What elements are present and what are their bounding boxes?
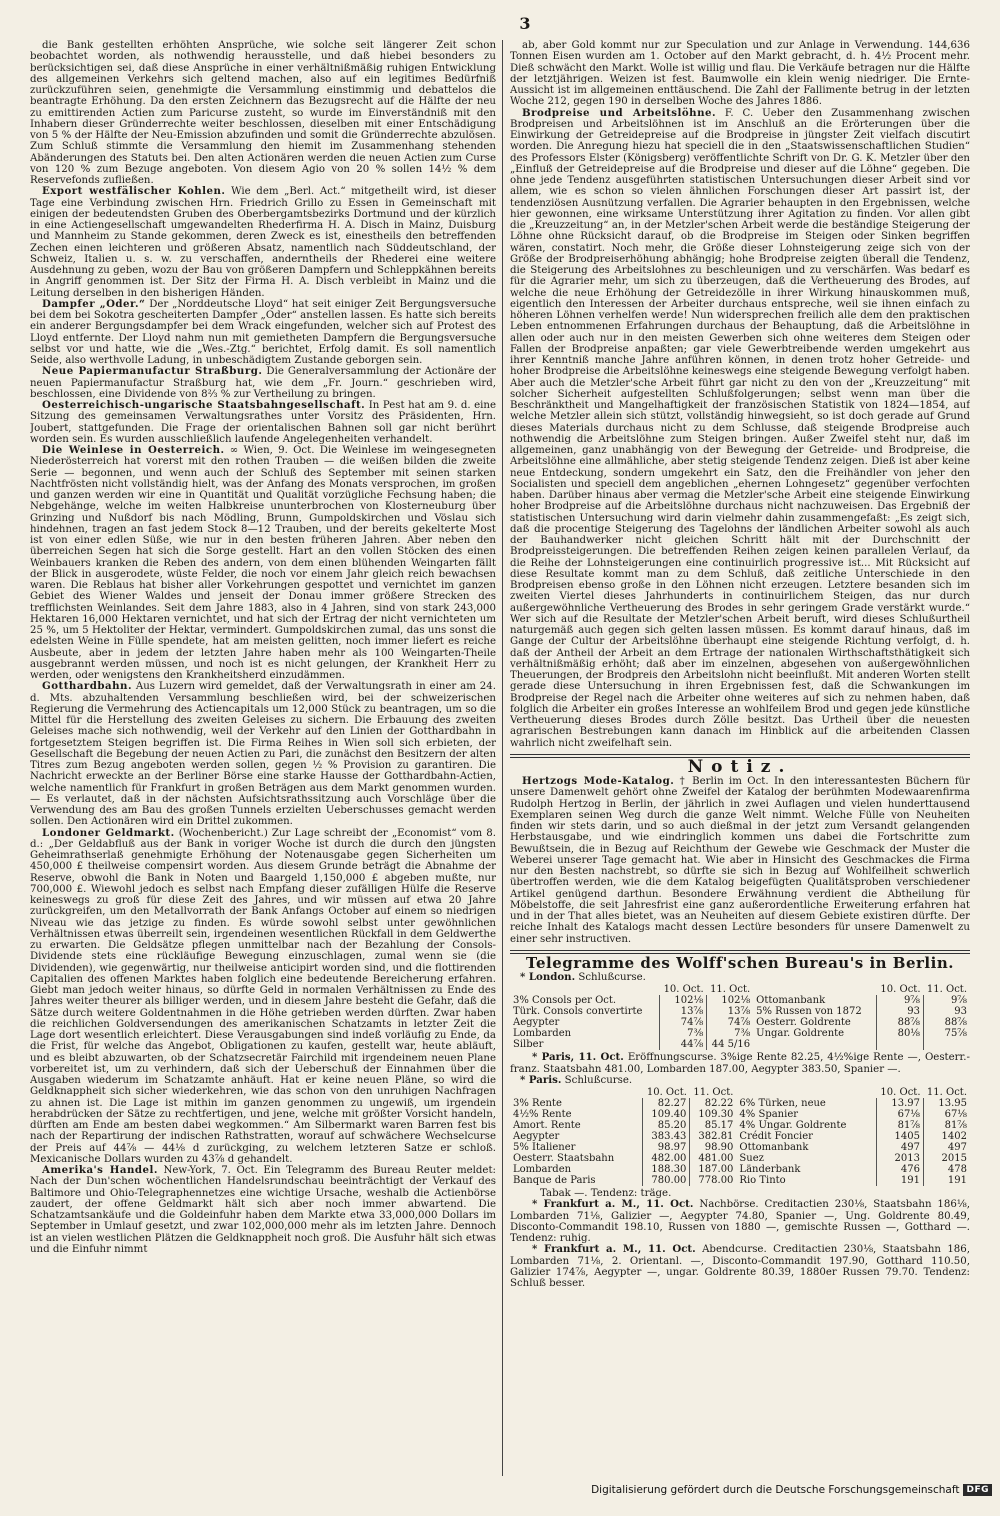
article: [30, 400, 496, 445]
quote-row: [510, 1175, 970, 1186]
quote-name: Lombarden: [513, 1164, 572, 1175]
article-title: Neue Papiermanufactur Straßburg.: [42, 365, 263, 378]
article-title: Gotthardbahn.: [42, 680, 132, 693]
notiz-title: Hertzogs Mode-Katalog.: [522, 775, 675, 787]
paris-quote-table: [510, 1087, 970, 1186]
quote-value: [924, 1039, 971, 1050]
text-block: [30, 40, 496, 186]
quote-row: [510, 1039, 970, 1050]
quote-value: 67⅛: [924, 1109, 971, 1120]
quote-name: Banque de Paris: [513, 1175, 596, 1186]
quote-name: [753, 1039, 876, 1050]
article-text: die Bank gestellten erhöhten Ansprüche, wie solche seit längerer Zeit schon beobachtet worden, als nothwendig herausstelle, und daß hiebei besonders zu berücksichtigen sei, daß diese Ansprüche in einer verhältnißmäßig ruhigen Entwicklung des allgemeinen Verkehrs sich geltend machen, also auf ein legitimes Bedürfniß zurückzuführen seien, genehmigte die Versammlung einstimmig und debattelos die beantragte Erhöhung. Da den ersten Zeichnern das Bezugsrecht auf die Hälfte der neu zu emittirenden Actien zum Paricurse zusteht, so wurde im Einverständniß mit den Inhabern dieser Gründerrechte weiter beschlossen, dieselben mit einer Entschädigung von 5 % der Hälfte der Neu-Emission abzufinden und somit die Gründerrechte abzulösen. Zum Schluß stimmte die Versammlung den hiemit im Zusammenhang stehenden Abänderungen des Statuts bei. Den alten Actionären werden die neuen Actien zum Curse von 120 % zum Bezuge angeboten. Von diesem Agio von 20 % sollen 14½ % dem Reservefonds zufließen.: [30, 40, 496, 186]
quote-value: 478: [924, 1164, 971, 1175]
quote-value: 13⅞: [660, 1006, 707, 1017]
quote-value: 93: [924, 1006, 971, 1017]
notiz-heading: Notiz.: [687, 756, 793, 777]
article: [30, 445, 496, 681]
london-quotes: [510, 972, 970, 1050]
quote-value: 102⅛: [707, 995, 754, 1006]
article-text: Aus Luzern wird gemeldet, daß der Verwaltungsrath in einer am 24. d. Mts. abzuhaltenden Versammlung beschließen wird, bei der schweizerischen Regierung die Vermehrung des Actiencapitals um 12,000 Stück zu beantragen, um so die Mittel für die Herstellung des zweiten Geleises zu sichern. Die Erbauung des zweiten Geleises mache sich nothwendig, weil der Verkehr auf den Linien der Gotthardbahn in fortgesetztem Steigen begriffen ist. Die Firma Reihes in Wien soll sich erbieten, der Gesellschaft die Begebung der neuen Actien zu Pari, die zunächst den Besitzern der alten Titres zum Bezug angeboten werden sollen, gegen ½ % Provision zu garantiren. Die Nachricht erweckte an der Berliner Börse eine starke Hausse der Gotthardbahn-Actien, welche namentlich für Frankfurt in großen Beträgen aus dem Markt genommen wurden. — Es verlautet, daß in der nächsten Aufsichtsrathssitzung auch Vorschläge über die Verwendung des am Bau des großen Tunnels erzielten Ueberschusses gemacht werden sollen. Den Actionären wird ein Drittel zukommen.: [30, 681, 496, 828]
quote-value: 74⅞: [660, 1017, 707, 1028]
quote-value: 13⅞: [707, 1006, 754, 1017]
quote-value: 82.27: [643, 1098, 690, 1109]
quote-value: 481.00: [690, 1153, 737, 1164]
quote-value: 44 5/16: [707, 1039, 754, 1050]
quote-value: 9⅞: [877, 995, 924, 1006]
right-column: [510, 40, 970, 1476]
quote-row: [510, 1120, 970, 1131]
quote-value: 7⅜: [707, 1028, 754, 1039]
quote-value: 102⅛: [660, 995, 707, 1006]
quote-name: Rio Tinto: [739, 1175, 786, 1186]
telegrams-title: Telegramme des Wolff'schen Bureau's in Berlin.: [526, 953, 954, 972]
quote-name: 6% Türken, neue: [739, 1098, 826, 1109]
article-text: New-York, 7. Oct. Ein Telegramm des Bureau Reuter meldet: Nach der Dun'schen wöchentlichen Handelsrundschau beeinträchtigt der Verkauf des Baltimore und Ohio-Telegraphennetzes eine wichtige Ursache, weshalb die Actienbörse zaudert, der offene Geldmarkt hält sich aber noch immer abwartend. Die Schatzamtsankäufe und die Goldeinfuhr haben dem Markte etwa 33,000,000 Dollars im September in Umlauf gesetzt, und zwar 102,000,000 mehr als im letzten Jahre. Dennoch ist an vielen westlichen Plätzen die Geldknappheit noch groß. Die Ausfuhr hält sich etwas und die Einfuhr nimmt: [30, 1165, 496, 1255]
quote-row: [510, 1164, 970, 1175]
quote-name: Oesterr. Goldrente: [756, 1017, 851, 1029]
right-column-articles: [510, 40, 970, 749]
quote-header-cell: 10. Oct.: [880, 1087, 921, 1098]
quote-name: 3% Rente: [513, 1098, 562, 1109]
quote-header-cell: [736, 1087, 876, 1098]
quote-row: [510, 995, 970, 1006]
quote-value: 88⅞: [924, 1017, 971, 1028]
quote-row: [510, 1109, 970, 1120]
quote-value: 75⅞: [924, 1028, 971, 1039]
quote-header-cell: [510, 1087, 643, 1098]
article-title: Dampfer „Oder.“: [42, 297, 146, 310]
quote-value: 67⅛: [877, 1109, 924, 1120]
paris-opening: [510, 1052, 970, 1075]
quote-value: 13.97: [877, 1098, 924, 1109]
frankfurt1-text: Nachbörse. Creditactien 230⅛, Staatsbahn 186⅛, Lombarden 71⅛, Galizier —, Aegypter 74.80, Spanier —, Ung. Goldrente 80.49, Disconto-Commandit 198.10, Russen von 1880 —, gemischte Russen —, Gotthard —. Tendenz: ruhig.: [510, 1199, 970, 1244]
paris-opening-label: * Paris, 11. Oct.: [532, 1051, 624, 1064]
article-text: F. C. Ueber den Zusammenhang zwischen Brodpreisen und Arbeitslöhnen ist im Anschluß an die Erörterungen über die Einwirkung der Getreidepreise auf die Brodpreise in jüngster Zeit vielfach discutirt worden. Die Anregung hiezu hat speciell die in den „Staatswissenschaftlichen Studien“ des Professors Elster (Königsberg) veröffentlichte Schrift von Dr. G. K. Metzler über den „Einfluß der Getreidepreise auf die Brodpreise und dieser auf die Löhne“ gegeben. Die ohne jede Tendenz ausgeführten statistischen Untersuchungen dieser Arbeit sind vor allem, wie es schon so vielen ähnlichen Forschungen dieser Art passirt ist, der tendenziösen Ausnützung verfallen. Die Agrarier behaupten in den Ergebnissen, welche hier gewonnen, eine wirksame Unterstützung ihrer Agitation zu finden. Vor allen gibt die „Kreuzzeitung“ an, in der Metzler'schen Arbeit werde die beständige Steigerung der Löhne ohne Rücksicht darauf, ob die Brodpreise im Steigen oder Sinken begriffen wären, constatirt. Noch mehr, die Größe dieser Lohnsteigerung zeige sich von der Größe der Brodpreiserhöhung abhängig; hohe Brodpreise zeigten überall die Tendenz, die Steigerung des Arbeitslohnes zu beschleunigen und zu verschärfen. Was bedarf es für die Agrarier mehr, um sich zu überzeugen, daß die Vertheuerung des Brodes, auf welche die neue Erhöhung der Getreidezölle in ihrer Wirkung hinauskommen muß, eigentlich den Interessen der Arbeiter durchaus entspreche, weil sie ihnen einfach zu höheren Löhnen verhelfen werde! Nun widersprechen freilich alle dem den praktischen Leben entnommenen Erfahrungen durchaus der Behauptung, daß die Arbeitslöhne in allen oder auch nur in den meisten Gewerben sich ohne weiteres dem Steigen oder Fallen der Brodpreise anpaßten; gar viele Gewerbtreibende werden umgekehrt aus ihrer Kenntniß manche Jahre anführen können, in denen trotz hoher Getreide- und hoher Brodpreise die Arbeitslöhne keineswegs eine steigende Bewegung verfolgt haben. Aber auch die Metzler'sche Arbeit führt gar nicht zu den von der „Kreuzzeitung“ mit solcher Sicherheit aufgestellten Schlußfolgerungen; selbst wenn man über die Beschränktheit und Mangelhaftigkeit der französischen Statistik von 1824—1854, auf welche Metzler allein sich stützt, vollständig hinwegsieht, so ist doch gerade auf Grund dieses Materials durchaus nicht zu dem Schlusse, daß steigende Brodpreise auch nothwendig die Arbeitslöhne zum Steigen bringen. Außer Zweifel steht nur, daß im allgemeinen, ganz unabhängig von der Bewegung der Getreide- und Brodpreise, die Arbeitslöhne eine allmähliche, aber stetig steigende Tendenz zeigen. Dieß ist aber keine neue Entdeckung, sondern umgekehrt ein Satz, den die Freihändler von jeher den Socialisten und speciell dem angeblichen „ehernen Lohngesetz“ gegenüber verfochten haben. Darüber hinaus aber vermag die Metzler'sche Arbeit eine steigende Einwirkung hoher Brodpreise auf die Arbeitslöhne durchaus nicht nachzuweisen. Das Ergebniß der statistischen Untersuchung wird darin vielmehr dahin zusammengefaßt: „Es zeigt sich, daß die procentige Steigerung des Tagelohns der ländlichen Arbeiter sowohl als auch der Bauhandwerker nicht gleichen Schritt hält mit der Durchschnitt der Brodpreissteigerungen. Die betreffenden Reihen zeigen keinen parallelen Verlauf, da die Reihe der Lohnsteigerungen eine continuirlich progressive ist... Mit Rücksicht auf diese Resultate kommt man zu dem Schluß, daß zeitliche Unterschiede in den Brodpreisen ebenso große in den Löhnen nicht erzeugen. Letztere besanden sich im zweiten Viertel dieses Jahrhunderts in continuirlichem Steigen, das nur durch außergewöhnliche Vertheuerung des Brodes in sehr geringem Grade verstärkt wurde.“ Wer sich auf die Resultate der Metzler'schen Arbeit beruft, wird dieses Schlußurtheil naturgemäß auch gegen sich gelten lassen müssen. Es kommt darauf hinaus, daß im Gange der Cultur der Arbeitslöhne überhaupt eine steigende Richtung verfolgt, d. h. daß der Antheil der Arbeit an dem Ertrage der nationalen Wirthschaftsthätigkeit sich verhältnißmäßig erhöht; daß aber im einzelnen, abgesehen von außergewöhnlichen Theuerungen, der Brodpreis den Arbeitslohn nicht beeinflußt. Mit anderen Worten stellt gerade diese Untersuchung in ihren Ergebnissen fest, daß die Schwankungen im Brodpreise der Regel nach die Arbeiter ohne weiteres auf sich zu nehmen haben, daß folglich die Arbeiter ein großes Interesse an wohlfeilem Brod und gegen jede künstliche Vertheuerung dieses Brodes durch Zölle besitzt. Das Urtheil über die neuesten agrarischen Bestrebungen kann danach im Hinblick auf die arbeitenden Classen wahrlich nicht zweifelhaft sein.: [510, 107, 970, 749]
frankfurt2-label: * Frankfurt a. M., 11. Oct.: [532, 1243, 696, 1256]
quote-row: [510, 1153, 970, 1164]
article-text: (Wochenbericht.) Zur Lage schreibt der „Economist“ vom 8. d.: „Der Geldabfluß aus der Bank in voriger Woche ist durch die durch den jüngsten Geheimrathserlaß genehmigte Erhöhung der Notenausgabe gegen Sicherheiten um 450,000 £ theilweise compensirt worden. Aus diesem Grunde beträgt die Abnahme der Reserve, obwohl die Bank in Noten und Baargeld 1,150,000 £ abgeben mußte, nur 700,000 £. Wiewohl jedoch es selbst nach Empfang dieser zufälligen Hülfe die Reserve keineswegs zu groß für diese Zeit des Jahres, und wir müssen auf etwa 20 Jahre zurückgreifen, um den Metallvorrath der Bank Anfangs October auf einem so niedrigen Niveau wie das jetzige zu finden. Es würde sowohl selbst unter gewöhnlichen Verhältnissen etwas überreilt sein, irgendeinen wesentlichen Rückfall in dem Geldwerthe zu erwarten. Die Geldsätze pflegen unmittelbar nach der Bezahlung der Consols-Dividende stets eine rückläufige Bewegung einzuschlagen, zumal wenn sie (die Dividenden), wie gegenwärtig, nur theilweise anticipirt worden sind, und die flottirenden Capitalien des offenen Marktes haben folglich eine bedeutende Bereicherung erfahren. Giebt man jedoch weiter hinaus, so dürfte Geld in normalen Verhältnissen zu Ende des Jahres weiter theurer als billiger werden, und in diesem Jahre besteht die Gefahr, daß die Sätze durch weitere Goldentnahmen in die Höhe getrieben werden dürften. Zwar haben die reichlichen Goldversendungen des amerikanischen Schatzamts in letzter Zeit die Lage dort wesentlich erleichtert. Diese Verausgabungen sind indeß vorläufig zu Ende, da die Frist, für welche das Angebot, Obligationen zu kaufen, gestellt war, heute abläuft, und es bleibt abzuwarten, ob der Schatzsecretär Fairchild mit irgendeinem neuen Plane vorbereitet ist, um zu verhindern, daß sich der Ueberschuß der Einnahmen über die Ausgaben wiederum im Schatzamte anhäuft. Hat er keine neuen Pläne, so wird die Geldknappheit sich sicher wiederkehren, wie das schon von den unruhigen Nachfragen zu ahnen ist. Die Lage ist mithin im ganzen genommen zu ungewiß, um irgendein herabdrücken der Sätze zu rechtfertigen, und jene, welche mit größter Vorsicht handeln, dürften am Ende am besten dabei wegkommen.“ Am Silbermarkt waren Barren fest bis nach der Repartirung der indischen Rathstratten, worauf auf schwächere Wechselcurse der Preis auf 44⅞ — 44⅛ d zurückging, zu welchem letzteren Satze er schloß. Mexicanische Dollars wurden zu 43⅞ d gehandelt.: [30, 827, 496, 1165]
article-title: Oesterreichisch-ungarische Staatsbahngesellschaft.: [42, 399, 366, 411]
frankfurt1-label: * Frankfurt a. M., 11. Oct.: [532, 1198, 694, 1211]
paris-opening-text: Eröffnungscurse. 3%ige Rente 82.25, 4½%ige Rente —, Oesterr.-franz. Staatsbahn 481.00, Lombarden 187.00, Aegypter 383.50, Spanier —.: [510, 1052, 970, 1075]
quote-name: Crédit Foncier: [739, 1131, 813, 1142]
quote-value: 780.00: [643, 1175, 690, 1186]
article-text: In Pest hat am 9. d. eine Sitzung des gemeinsamen Verwaltungsrathes unter Vorsitz des Präsidenten, Hrn. Joubert, stattgefunden. Die Frage der orientalischen Bahnen soll gar nicht berührt worden sein. Es wurden ausschließlich laufende Angelegenheiten verhandelt.: [30, 400, 496, 445]
article-title: Londoner Geldmarkt.: [42, 826, 175, 839]
quote-name: 4% Spanier: [739, 1109, 799, 1120]
quote-row: [510, 1098, 970, 1109]
article: [510, 108, 970, 749]
notiz-article: [510, 776, 970, 945]
quote-value: 44⅞: [660, 1039, 707, 1050]
quote-header-cell: 10. Oct.: [880, 984, 921, 996]
article-text: ab, aber Gold kommt nur zur Speculation und zur Anlage in Verwendung. 144,636 Tonnen Eisen wurden am 1. October auf den Markt gebracht, d. h. 4½ Procent mehr. Dieß schwächt den Markt. Wolle ist willig und flau. Die Verkäufe betragen nur die Hälfte der letztjährigen. Weizen ist fest. Baumwolle ein klein wenig niedriger. Die Ernte-Aussicht ist im allgemeinen enttäuschend. Die Zahl der Fallimente betrug in der letzten Woche 212, gegen 190 in derselben Woche des Jahres 1886.: [510, 40, 970, 108]
paris-footer: Tabak —. Tendenz: träge.: [540, 1188, 672, 1199]
article: [30, 299, 496, 367]
quote-value: 1405: [877, 1131, 924, 1142]
quote-name: Aegypter: [513, 1017, 560, 1029]
notiz-text: † Berlin im Oct. In den interessantesten Büchern für unsere Damenwelt gehört ohne Zweifel der Katalog der berühmten Modewaarenfirma Rudolph Hertzog in Berlin, der jährlich in zwei Auflagen und vielen hunderttausend Exemplaren seinen Weg durch die ganze Welt nimmt. Welche Fülle von Neuheiten finden wir stets darin, und so auch dießmal in der jetzt zum Versandt gelangenden Herbstausgabe, und wie eindringlich kommen uns dabei die Fortschritte zum Bewußtsein, die in Bezug auf Reichthum der Gewebe wie Geschmack der Muster die Weberei unserer Tage gemacht hat. Wie aber in Hinsicht des Geschmackes die Firma nur den Besten nachstrebt, so dürfte sie sich in Bezug auf Wohlfeilheit schwerlich übertroffen werden, wie die dem Katalog beigefügten Qualitätsproben verschiedener Artikel genügend darthun. Besondere Erwähnung verdient die Abtheilung für Möbelstoffe, die seit Jahresfrist eine ganz außerordentliche Erweiterung erfahren hat und in der That alles bietet, was an Neuheiten auf diesem Gebiete existiren dürfte. Der reiche Inhalt des Katalogs macht dessen Lectüre besonders für unsere Damenwelt zu einer sehr instructiven.: [510, 776, 970, 945]
quote-name: Türk. Consols convertirte: [513, 1006, 643, 1018]
quote-name: Ungar. Goldrente: [756, 1028, 845, 1040]
article-title: Brodpreise und Arbeitslöhne.: [522, 106, 717, 119]
paris-label: * Paris.: [520, 1073, 562, 1086]
london-quote-table: [510, 984, 970, 1050]
article-text: ∞ Wien, 9. Oct. Die Weinlese im weingesegneten Niederösterreich hat vorerst mit den rothen Trauben — die weißen bilden die zweite Serie — begonnen, und wenn auch der Schluß des September mit seinen starken Nachtfrösten nicht vollständig hielt, was der Anfang des Monats versprochen, im großen und ganzen werden wir eine in Quantität und Qualität vorzügliche Fechsung haben; die Nebgehänge, welche im weiten Halbkreise ununterbrochen von Klosterneuburg über Grinzing und Nußdorf bis nach Mödling, Brunn, Gumpoldskirchen und Vöslau sich hindehnen, tragen an fast jedem Stock 8—12 Trauben, und der bereits gekelterte Most ist von einer edlen Süße, wie nur in den besten früheren Jahren. Aber neben den überreichen Segen hat sich die Sorge gestellt. Hart an den vollen Stöcken des einen Weinbauers kranken die Reben des andern, von dem einen blühenden Weingarten fällt der Blick in ausgerodete, wüste Felder, die noch vor einem Jahr gleich reich bewachsen waren. Die Reblaus hat bisher aller Vorkehrungen gespottet und vernichtet im ganzen Gebiet des Wiener Waldes und jenseit der Donau immer größere Strecken des trefflichsten Weinlandes. Seit dem Jahre 1883, also in 4 Jahren, sind von stark 243,000 Hektaren 16,000 Hektaren vernichtet, und hat sich der Ertrag der nicht vernichteten um 25 %, um 5 Hektoliter der Hektar, vermindert. Gumpoldskirchen zumal, das uns sonst die edelsten Weine in Fülle spendete, hat am meisten gelitten, noch immer liefert es reiche Ausbeute, aber in jedem der letzten Jahre haben mehr als 100 Weingarten-Theile ausgebrannt werden müssen, und noch ist es nicht gelungen, der Krankheit Herr zu werden, oder wenigstens den Krankheitsherd einzudämmen.: [30, 445, 496, 681]
quote-value: 187.00: [690, 1164, 737, 1175]
quote-value: 2013: [877, 1153, 924, 1164]
quote-value: 109.40: [643, 1109, 690, 1120]
quote-name: 3% Consols per Oct.: [513, 995, 617, 1007]
quote-value: 778.00: [690, 1175, 737, 1186]
article: [30, 1165, 496, 1255]
quote-row: [510, 1131, 970, 1142]
quote-value: 80⅛: [877, 1028, 924, 1039]
quote-value: 98.97: [643, 1142, 690, 1153]
quote-value: 85.20: [643, 1120, 690, 1131]
quote-value: [877, 1039, 924, 1050]
article-title: Die Weinlese in Oesterreich.: [42, 444, 225, 456]
newspaper-page: [30, 14, 970, 1476]
article-text: Die Generalversammlung der Actionäre der neuen Papiermanufactur Straßburg hat, wie dem „Fr. Journ.“ geschrieben wird, beschlossen, eine Dividende von 8⅔ % zur Vertheilung zu bringen.: [30, 366, 496, 400]
quote-header-cell: 10. Oct.: [663, 984, 704, 996]
frankfurt2-text: Abendcurse. Creditactien 230⅛, Staatsbahn 186, Lombarden 71⅛, 2. Orientanl. —, Disconto-Commandit 197.90, Gotthard 110.50, Galizier 174⅞, Aegypter —, ungar. Goldrente 80.39, 1880er Russen 79.70. Tendenz: Schluß besser.: [510, 1244, 970, 1289]
quote-value: 109.30: [690, 1109, 737, 1120]
left-column: [30, 40, 496, 1476]
quote-value: 98.90: [690, 1142, 737, 1153]
article-title: Amerika's Handel.: [42, 1164, 158, 1176]
article: [30, 366, 496, 400]
article-title: Export westfälischer Kohlen.: [42, 185, 226, 198]
quote-name: Ottomanbank: [739, 1142, 809, 1153]
quote-name: Lombarden: [513, 1028, 572, 1040]
quote-header-row: [510, 984, 970, 995]
london-note: Schlußcurse.: [578, 972, 646, 983]
article-text: Der „Norddeutsche Lloyd“ hat seit einiger Zeit Bergungsversuche bei dem bei Sokotra gescheiterten Dampfer „Oder“ anstellen lassen. Es hatte sich bereits ein anderer Bergungsdampfer bei dem Wrack eingefunden, welcher sich auf Protest des Lloyd entfernte. Der Lloyd nahm nun mit gemietheten Dampfern die Bergungsversuche selbst vor und hatte, wie die „Wes.-Ztg.“ berichtet, Erfolg damit. Es soll namentlich Seide, also werthvolle Ladung, in unbeschädigtem Zustande geborgen sein.: [30, 298, 496, 366]
page-number: 3: [519, 14, 531, 33]
quote-value: 497: [924, 1142, 971, 1153]
text-block: [510, 40, 970, 108]
quote-header-cell: 11. Oct.: [693, 1087, 734, 1098]
quote-value: 88⅞: [877, 1017, 924, 1028]
quote-value: 497: [877, 1142, 924, 1153]
quote-header-cell: 11. Oct.: [710, 984, 751, 996]
quote-value: 1402: [924, 1131, 971, 1142]
quote-header-cell: [510, 984, 660, 995]
quote-value: 82.22: [690, 1098, 737, 1109]
quote-value: 81⅞: [924, 1120, 971, 1131]
paris-quotes: [510, 1075, 970, 1200]
quote-name: 4% Ungar. Goldrente: [739, 1120, 847, 1131]
quote-name: 4½% Rente: [513, 1109, 572, 1120]
digitization-footer: [591, 1484, 992, 1496]
quote-value: 191: [924, 1175, 971, 1186]
quote-value: 81⅞: [877, 1120, 924, 1131]
quote-name: 5% Italiener: [513, 1142, 576, 1153]
dfg-logo: DFG: [963, 1484, 992, 1496]
quote-value: 382.81: [690, 1131, 737, 1142]
quote-value: 74⅞: [707, 1017, 754, 1028]
quote-row: [510, 1017, 970, 1028]
quote-name: Suez: [739, 1153, 764, 1164]
quote-name: Aegypter: [513, 1131, 560, 1142]
quote-name: Länderbank: [739, 1164, 801, 1175]
quote-row: [510, 1142, 970, 1153]
quote-value: 7⅜: [660, 1028, 707, 1039]
quote-value: 482.00: [643, 1153, 690, 1164]
quote-row: [510, 1006, 970, 1017]
quote-name: 5% Russen von 1872: [756, 1006, 862, 1018]
quote-row: [510, 1028, 970, 1039]
quote-name: Amort. Rente: [513, 1120, 581, 1131]
quote-value: 2015: [924, 1153, 971, 1164]
quote-header-cell: [753, 984, 876, 995]
quote-value: 85.17: [690, 1120, 737, 1131]
footer-text: Digitalisierung gefördert durch die Deutsche Forschungsgemeinschaft: [591, 1484, 960, 1496]
column-divider: [502, 40, 503, 1476]
quote-name: Ottomanbank: [756, 995, 826, 1007]
quote-header-row: [510, 1087, 970, 1098]
article: [30, 681, 496, 827]
paris-note: Schlußcurse.: [564, 1074, 633, 1086]
quote-header-cell: 11. Oct.: [926, 1087, 967, 1098]
quote-name: Oesterr. Staatsbahn: [513, 1153, 615, 1164]
london-label: * London.: [520, 971, 576, 983]
quote-value: 476: [877, 1164, 924, 1175]
quote-value: 13.95: [924, 1098, 971, 1109]
article: [30, 186, 496, 299]
article: [30, 828, 496, 1166]
quote-value: 191: [877, 1175, 924, 1186]
quote-header-cell: 10. Oct.: [646, 1087, 687, 1098]
frankfurt-nachboerse: [510, 1199, 970, 1244]
quote-value: 93: [877, 1006, 924, 1017]
quote-header-cell: 11. Oct.: [926, 984, 967, 996]
quote-value: 383.43: [643, 1131, 690, 1142]
frankfurt-abendcurse: [510, 1244, 970, 1289]
quote-value: 188.30: [643, 1164, 690, 1175]
article-text: Wie dem „Berl. Act.“ mitgetheilt wird, ist dieser Tage eine Verbindung zwischen Hrn. Friedrich Grillo zu Essen in Gemeinschaft mit einigen der bedeutendsten Gruben des Oberbergamtsbezirks Dortmund und der kürzlich in eine Actiengesellschaft umgewandelten Rhederfirma H. A. Disch in Mainz, Duisburg und Mannheim zu Stande gekommen, deren Zweck es ist, einestheils den betreffenden Zechen einen leichteren und größeren Absatz, namentlich nach Süddeutschland, der Schweiz, Italien u. s. w. zu verschaffen, anderntheils der Rhederei eine weitere Ausdehnung zu geben, wozu der Bau von größeren Dampfern und Schleppkähnen bereits in Angriff genommen ist. Der Sitz der Firma H. A. Disch verbleibt in Mainz und die Leitung derselben in den bisherigen Händen.: [30, 186, 496, 299]
quote-name: Silber: [513, 1039, 544, 1051]
quote-value: 9⅞: [924, 995, 971, 1006]
